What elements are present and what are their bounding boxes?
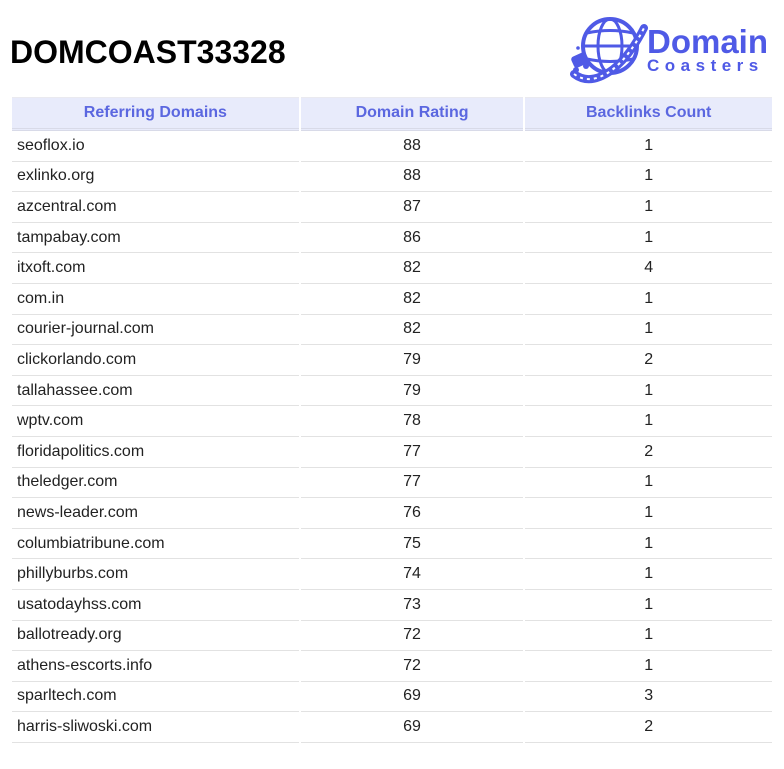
backlinks-count-cell: 1 (525, 223, 772, 254)
domain-rating-cell: 77 (301, 468, 524, 499)
domain-rating-cell: 77 (301, 437, 524, 468)
domain-rating-cell: 72 (301, 651, 524, 682)
referring-domain-cell: columbiatribune.com (12, 529, 299, 560)
backlinks-count-cell: 3 (525, 682, 772, 713)
column-header-backlinks-count: Backlinks Count (525, 97, 772, 131)
table-row (12, 131, 772, 162)
domain-rating-cell: 79 (301, 376, 524, 407)
table-row (12, 682, 772, 713)
domain-rating-cell: 72 (301, 621, 524, 652)
table-body (12, 131, 772, 743)
table-row (12, 284, 772, 315)
backlinks-count-cell: 2 (525, 437, 772, 468)
table-row (12, 590, 772, 621)
domain-rating-cell: 87 (301, 192, 524, 223)
logo-name: Domain (647, 23, 769, 60)
table-row (12, 253, 772, 284)
referring-domain-cell: exlinko.org (12, 162, 299, 193)
table-row (12, 437, 772, 468)
referring-domain-cell: com.in (12, 284, 299, 315)
table-row (12, 162, 772, 193)
domain-rating-cell: 76 (301, 498, 524, 529)
domain-rating-cell: 74 (301, 559, 524, 590)
table-row (12, 498, 772, 529)
domain-rating-cell: 88 (301, 131, 524, 162)
backlinks-count-cell: 1 (525, 559, 772, 590)
referring-domain-cell: floridapolitics.com (12, 437, 299, 468)
backlinks-count-cell: 2 (525, 712, 772, 743)
brand-logo (570, 8, 778, 88)
referring-domain-cell: athens-escorts.info (12, 651, 299, 682)
table-row (12, 621, 772, 652)
domain-rating-cell: 78 (301, 406, 524, 437)
report-title: DOMCOAST33328 (10, 34, 286, 70)
table-row (12, 529, 772, 560)
table-row (12, 651, 772, 682)
referring-domain-cell: harris-sliwoski.com (12, 712, 299, 743)
referring-domain-cell: tampabay.com (12, 223, 299, 254)
table-row (12, 468, 772, 499)
referring-domains-table (10, 97, 774, 743)
table-row (12, 406, 772, 437)
referring-domain-cell: news-leader.com (12, 498, 299, 529)
referring-domain-cell: clickorlando.com (12, 345, 299, 376)
referring-domain-cell: azcentral.com (12, 192, 299, 223)
column-header-referring-domains: Referring Domains (12, 97, 299, 131)
table-row (12, 345, 772, 376)
table-row (12, 376, 772, 407)
table-row (12, 223, 772, 254)
domain-rating-cell: 82 (301, 315, 524, 346)
logo-tagline: Coasters (647, 56, 764, 75)
referring-domain-cell: theledger.com (12, 468, 299, 499)
backlinks-count-cell: 1 (525, 376, 772, 407)
column-header-domain-rating: Domain Rating (301, 97, 524, 131)
backlinks-count-cell: 1 (525, 131, 772, 162)
backlinks-count-cell: 1 (525, 651, 772, 682)
table-row (12, 192, 772, 223)
backlinks-count-cell: 1 (525, 162, 772, 193)
referring-domain-cell: tallahassee.com (12, 376, 299, 407)
roller-coaster-globe-icon (570, 8, 650, 88)
domain-rating-cell: 88 (301, 162, 524, 193)
domain-rating-cell: 82 (301, 253, 524, 284)
domain-rating-cell: 79 (301, 345, 524, 376)
domain-rating-cell: 75 (301, 529, 524, 560)
logo-wordmark (647, 24, 768, 74)
report-header (0, 0, 784, 98)
referring-domain-cell: seoflox.io (12, 131, 299, 162)
backlinks-count-cell: 1 (525, 192, 772, 223)
backlinks-count-cell: 1 (525, 315, 772, 346)
backlinks-count-cell: 1 (525, 498, 772, 529)
referring-domain-cell: sparltech.com (12, 682, 299, 713)
domain-rating-cell: 69 (301, 682, 524, 713)
referring-domain-cell: ballotready.org (12, 621, 299, 652)
table-row (12, 315, 772, 346)
referring-domain-cell: itxoft.com (12, 253, 299, 284)
backlinks-count-cell: 4 (525, 253, 772, 284)
domain-rating-cell: 73 (301, 590, 524, 621)
domain-rating-cell: 82 (301, 284, 524, 315)
table-header-row (12, 97, 772, 131)
domain-rating-cell: 69 (301, 712, 524, 743)
referring-domain-cell: wptv.com (12, 406, 299, 437)
referring-domain-cell: usatodayhss.com (12, 590, 299, 621)
backlinks-count-cell: 1 (525, 529, 772, 560)
backlinks-count-cell: 2 (525, 345, 772, 376)
backlinks-count-cell: 1 (525, 468, 772, 499)
referring-domain-cell: courier-journal.com (12, 315, 299, 346)
backlinks-count-cell: 1 (525, 621, 772, 652)
table-row (12, 559, 772, 590)
backlinks-count-cell: 1 (525, 284, 772, 315)
referring-domain-cell: phillyburbs.com (12, 559, 299, 590)
domain-rating-cell: 86 (301, 223, 524, 254)
backlinks-count-cell: 1 (525, 406, 772, 437)
backlinks-count-cell: 1 (525, 590, 772, 621)
table-row (12, 712, 772, 743)
